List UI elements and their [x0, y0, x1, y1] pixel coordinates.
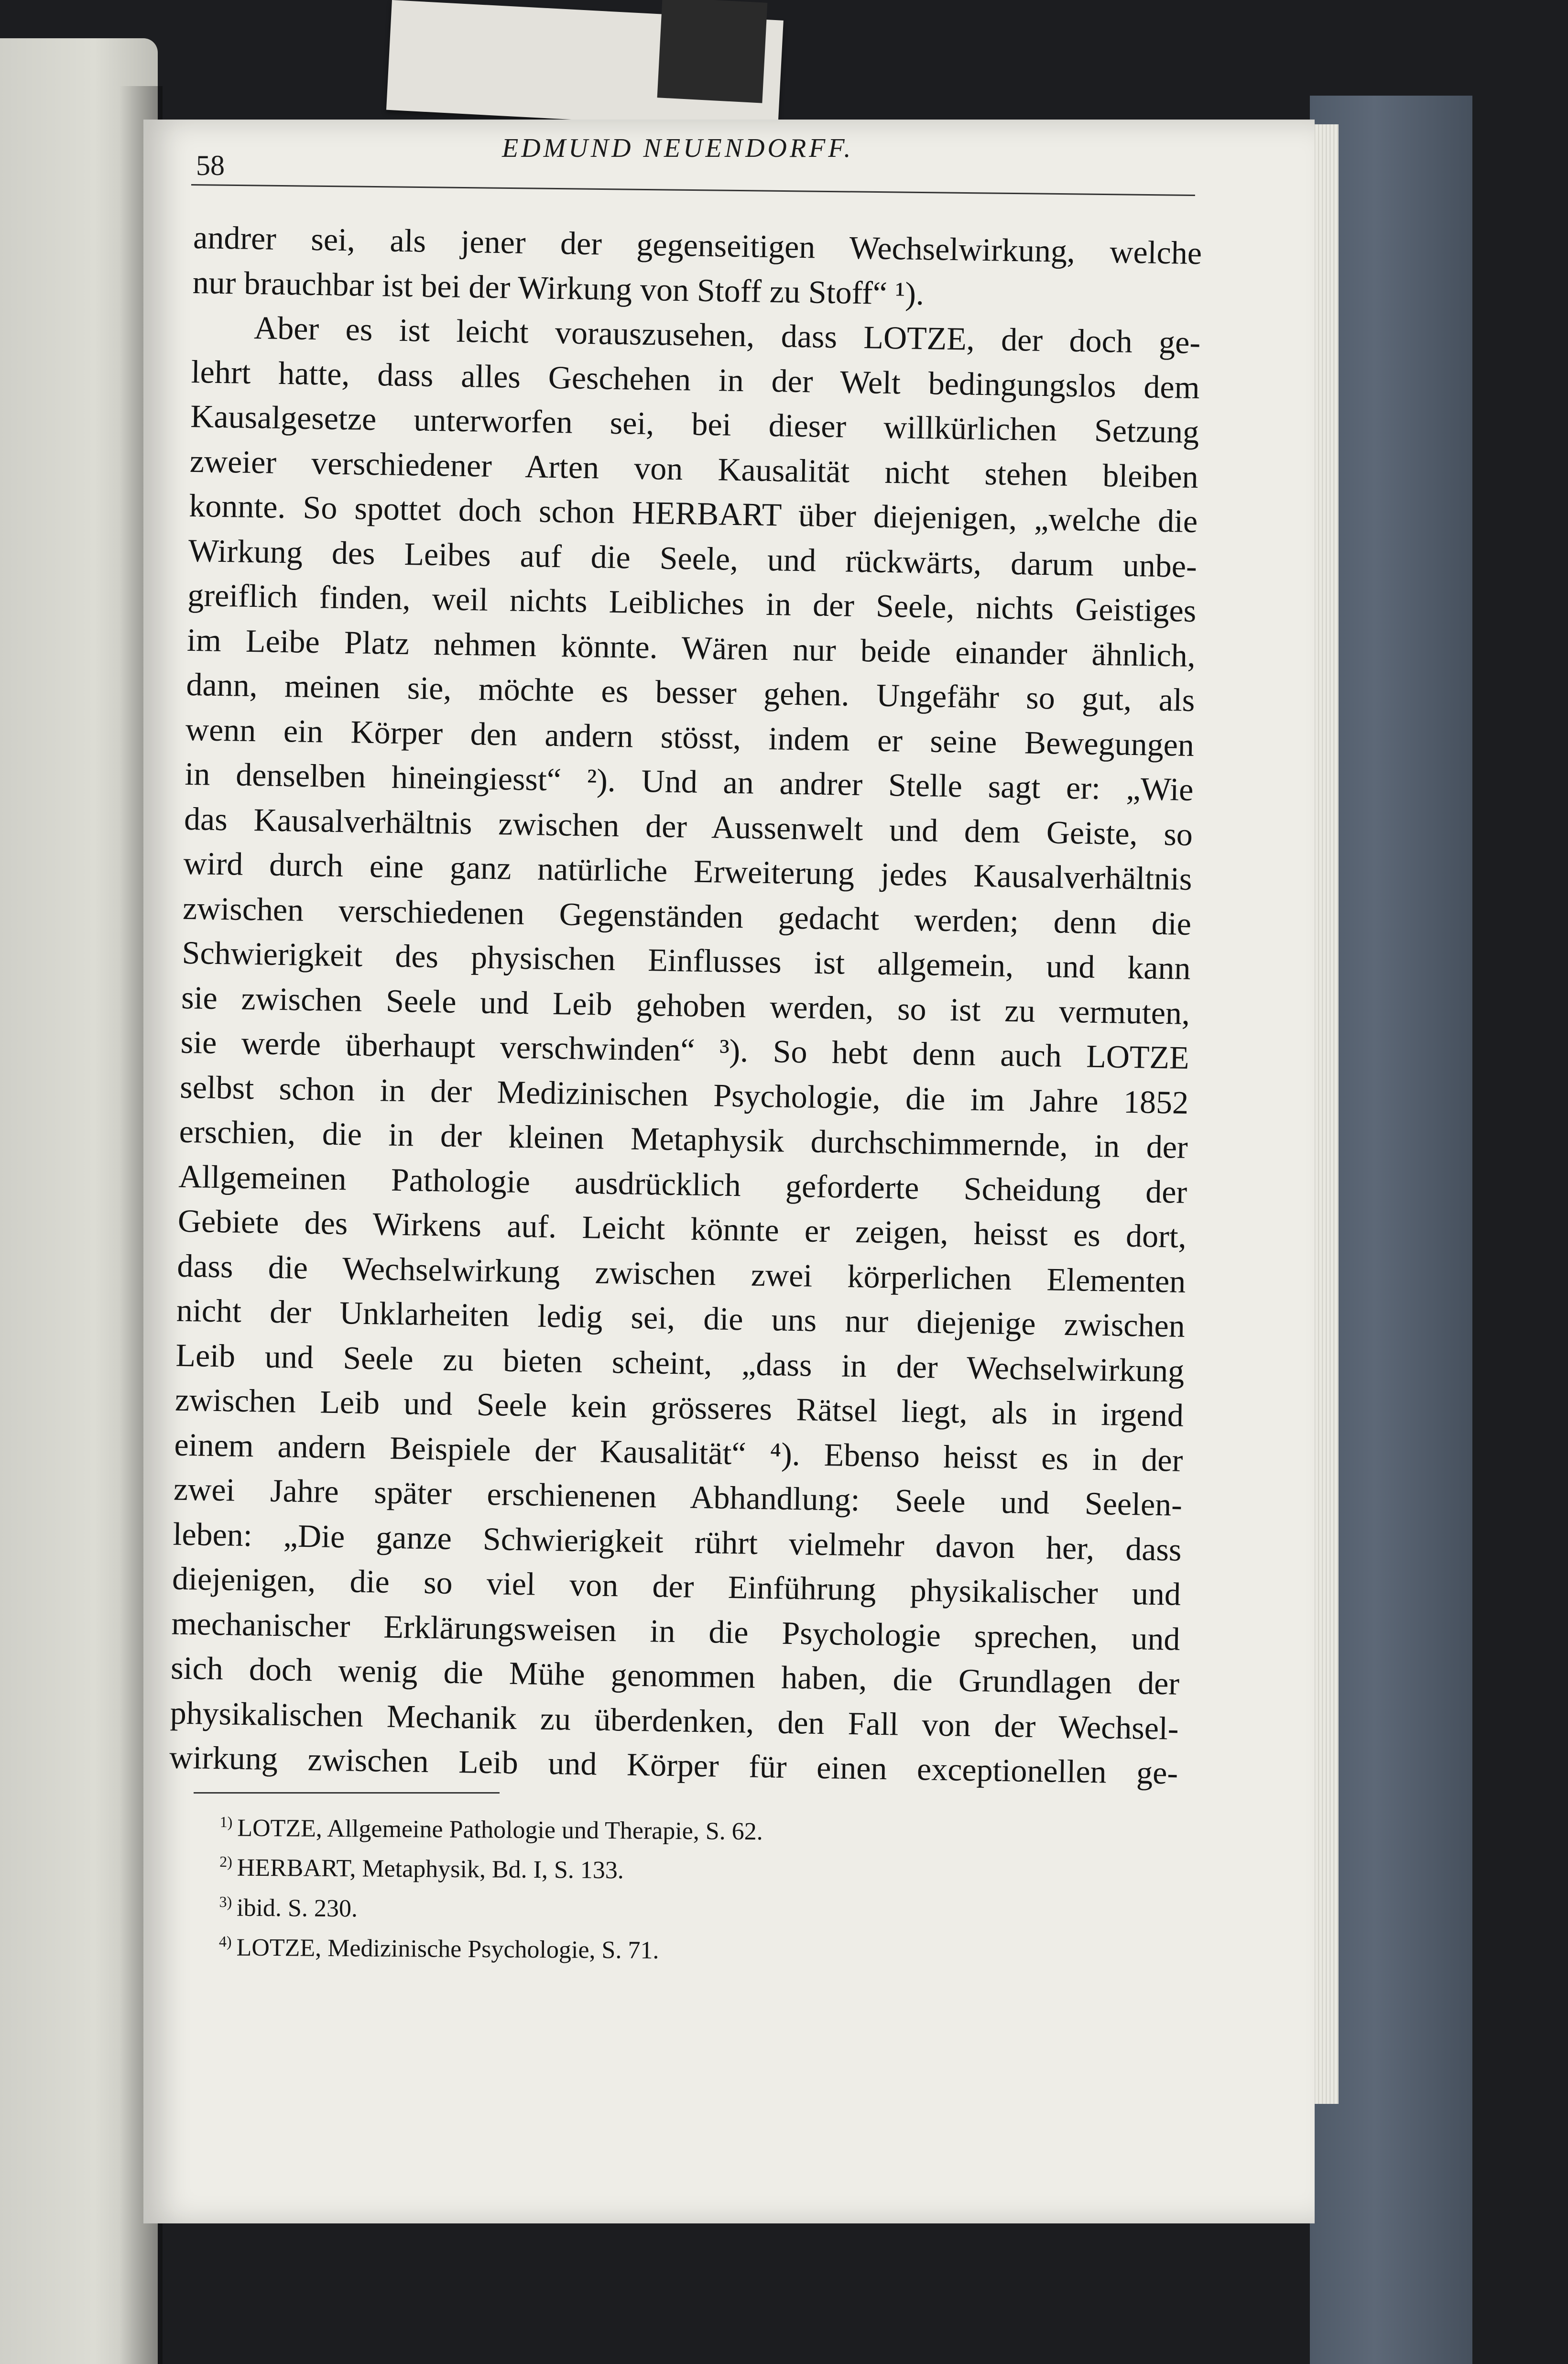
footnote-mark: 2) [219, 1853, 232, 1871]
text-line: nicht der Unklarheiten ledig sei, die uns nur diejenige zwischen [176, 1291, 1186, 1344]
text-line: diejenigen, die so viel von der Einführung physikalischer und [172, 1560, 1181, 1612]
footnote-mark: 1) [219, 1813, 233, 1831]
text-line: im Leibe Platz nehmen könnte. Wären nur beide einander ähnlich, [186, 621, 1196, 674]
footnote-2 [219, 1845, 1080, 1891]
text-line: physikalischen Mechanik zu überdenken, den Fall von der Wechsel- [170, 1694, 1179, 1747]
footnote-1 [219, 1805, 1080, 1851]
footnote-3 [219, 1885, 1080, 1931]
text-line: Gebiete des Wirkens auf. Leicht könnte er zeigen, heisst es dort, [177, 1202, 1187, 1255]
text-line: wirkung zwischen Leib und Körper für einen exceptionellen ge- [169, 1739, 1178, 1791]
text-line: wenn ein Körper den andern stösst, indem er seine Bewegungen [185, 711, 1195, 763]
text-line: sich doch wenig die Mühe genommen haben, die Grundlagen der [170, 1649, 1180, 1702]
body-text [169, 215, 1202, 1795]
text-line: das Kausalverhältnis zwischen der Aussenwelt und dem Geiste, so [184, 800, 1193, 853]
text-line: lehrt hatte, dass alles Geschehen in der Welt bedingungslos dem [191, 353, 1200, 405]
footnote-mark: 4) [218, 1932, 232, 1950]
text-line: zwei Jahre später erschienenen Abhandlung: Seele und Seelen- [173, 1470, 1183, 1523]
footnote-rule [194, 1792, 500, 1794]
page-number: 58 [196, 150, 225, 181]
text-line: dass die Wechselwirkung zwischen zwei körperlichen Elementen [176, 1247, 1186, 1300]
text-line: nur brauchbar ist bei der Wirkung von Stoff zu Stoff“ ¹). [192, 263, 925, 312]
text-line: andrer sei, als jener der gegenseitigen Wechselwirkung, welche [193, 219, 1202, 272]
text-line: sie zwischen Seele und Leib gehoben werden, so ist zu vermuten, [181, 979, 1190, 1031]
text-line: zwischen Leib und Seele kein grösseres Rätsel liegt, als in irgend [174, 1381, 1184, 1434]
text-line: in denselben hineingiesst“ ²). Und an andrer Stelle sagt er: „Wie [185, 755, 1194, 808]
footnotes [219, 1805, 1080, 1970]
text-line: leben: „Die ganze Schwierigkeit rührt vielmehr davon her, dass [173, 1515, 1182, 1568]
text-line: konnte. So spottet doch schon HERBART über diejenigen, „welche die [188, 487, 1198, 540]
text-line: wird durch eine ganz natürliche Erweiterung jedes Kausalverhältnis [183, 844, 1193, 897]
text-line: erschien, die in der kleinen Metaphysik durchschimmernde, in der [179, 1113, 1188, 1165]
text-line: sie werde überhaupt verschwinden“ ³). So hebt denn auch LOTZE [180, 1023, 1190, 1076]
text-line: einem andern Beispiele der Kausalität“ ⁴). Ebenso heisst es in der [174, 1426, 1183, 1478]
footnote-text: ibid. S. 230. [236, 1894, 358, 1922]
text-line: Kausalgesetze unterworfen sei, bei dieser willkürlichen Setzung [190, 397, 1199, 450]
text-line: Schwierigkeit des physischen Einflusses ist allgemein, und kann [182, 934, 1191, 986]
text-line: Wirkung des Leibes auf die Seele, und rückwärts, darum unbe- [188, 532, 1198, 584]
text-line: greiflich finden, weil nichts Leibliches in der Seele, nichts Geistiges [187, 576, 1197, 629]
text-line: dann, meinen sie, möchte es besser gehen. Ungefähr so gut, als [185, 666, 1195, 719]
running-head: EDMUND NEUENDORFF. [502, 133, 854, 163]
text-line: Aber es ist leicht vorauszusehen, dass LOTZE, der doch ge- [253, 309, 1201, 361]
footnote-text: LOTZE, Allgemeine Pathologie und Therapie, S. 62. [237, 1814, 763, 1846]
text-line: zwischen verschiedenen Gegenständen gedacht werden; denn die [182, 889, 1192, 942]
text-line: zweier verschiedener Arten von Kausalität nicht stehen bleiben [189, 442, 1199, 495]
footnote-text: LOTZE, Medizinische Psychologie, S. 71. [236, 1934, 659, 1964]
scrap-dark-region [657, 0, 768, 103]
text-line: selbst schon in der Medizinischen Psychologie, die im Jahre 1852 [179, 1068, 1189, 1121]
footnote-mark: 3) [219, 1893, 232, 1910]
text-line: Allgemeinen Pathologie ausdrücklich geforderte Scheidung der [178, 1158, 1187, 1210]
footnote-4 [219, 1925, 1080, 1970]
text-line: mechanischer Erklärungsweisen in die Psychologie sprechen, und [171, 1605, 1181, 1657]
footnote-text: HERBART, Metaphysik, Bd. I, S. 133. [237, 1854, 624, 1884]
text-line: Leib und Seele zu bieten scheint, „dass in der Wechselwirkung [175, 1336, 1185, 1389]
